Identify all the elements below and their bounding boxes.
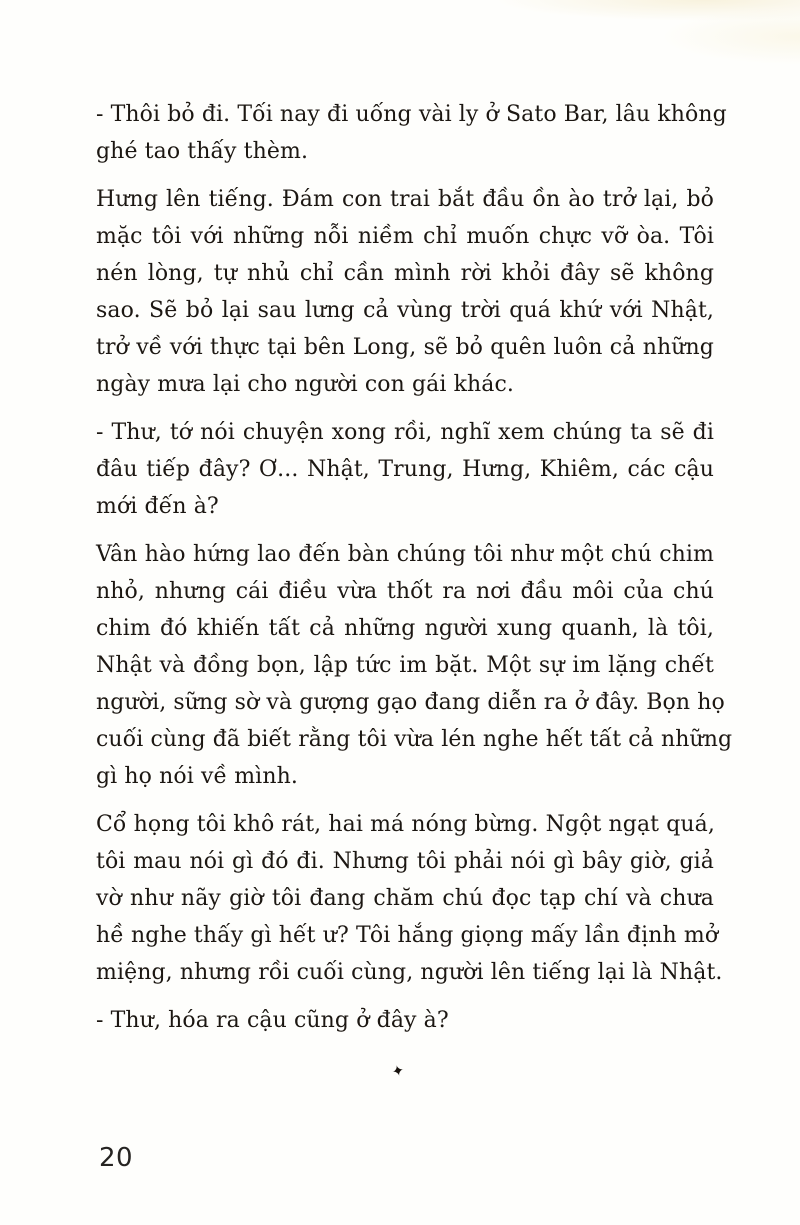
text-line: chim đó khiến tất cả những người xung quanh, là tôi,: [96, 616, 714, 641]
page-number: 20: [99, 1143, 134, 1173]
text-line: cuối cùng đã biết rằng tôi vừa lén nghe hết tất cả những: [96, 727, 733, 752]
body-text: [96, 96, 733, 1050]
text-line: Nhật và đồng bọn, lập tức im bặt. Một sự im lặng chết: [96, 653, 714, 678]
dialogue-paragraph: [96, 96, 727, 170]
text-line: miệng, nhưng rồi cuối cùng, người lên tiếng lại là Nhật.: [96, 960, 723, 985]
text-line: người, sững sờ và gượng gạo đang diễn ra ở đây. Bọn họ: [96, 690, 725, 715]
text-line: sao. Sẽ bỏ lại sau lưng cả vùng trời quá khứ với Nhật,: [96, 298, 714, 323]
text-line: hề nghe thấy gì hết ư? Tôi hắng giọng mấy lần định mở: [96, 923, 719, 948]
text-line: ghé tao thấy thèm.: [96, 139, 309, 164]
text-line: Vân hào hứng lao đến bàn chúng tôi như một chú chim: [96, 542, 714, 567]
narration-paragraph: [96, 806, 723, 991]
text-line: vờ như nãy giờ tôi đang chăm chú đọc tạp chí và chưa: [96, 886, 714, 911]
text-line: trở về với thực tại bên Long, sẽ bỏ quên luôn cả những: [96, 335, 714, 360]
text-line: gì họ nói về mình.: [96, 764, 298, 789]
dialogue-paragraph: [96, 1002, 714, 1039]
section-break-ornament: ✦: [389, 1060, 407, 1082]
text-line: nén lòng, tự nhủ chỉ cần mình rời khỏi đây sẽ không: [96, 261, 714, 286]
text-line: - Thôi bỏ đi. Tối nay đi uống vài ly ở Sato Bar, lâu không: [96, 102, 727, 127]
text-line: - Thư, tớ nói chuyện xong rồi, nghĩ xem chúng ta sẽ đi: [96, 420, 714, 445]
text-line: mặc tôi với những nỗi niềm chỉ muốn chực vỡ òa. Tôi: [96, 224, 714, 249]
text-line: nhỏ, nhưng cái điều vừa thốt ra nơi đầu môi của chú: [96, 579, 714, 604]
text-line: đâu tiếp đây? Ơ... Nhật, Trung, Hưng, Khiêm, các cậu: [96, 457, 714, 482]
text-line: ngày mưa lại cho người con gái khác.: [96, 372, 515, 397]
text-line: Cổ họng tôi khô rát, hai má nóng bừng. Ngột ngạt quá,: [96, 812, 715, 837]
text-line: tôi mau nói gì đó đi. Nhưng tôi phải nói gì bây giờ, giả: [96, 849, 714, 874]
text-line: mới đến à?: [96, 494, 219, 519]
text-line: - Thư, hóa ra cậu cũng ở đây à?: [96, 1008, 449, 1033]
narration-paragraph: [96, 181, 714, 403]
text-line: Hưng lên tiếng. Đám con trai bắt đầu ồn ào trở lại, bỏ: [96, 187, 714, 212]
dialogue-paragraph: [96, 414, 714, 525]
narration-paragraph: [96, 536, 733, 795]
